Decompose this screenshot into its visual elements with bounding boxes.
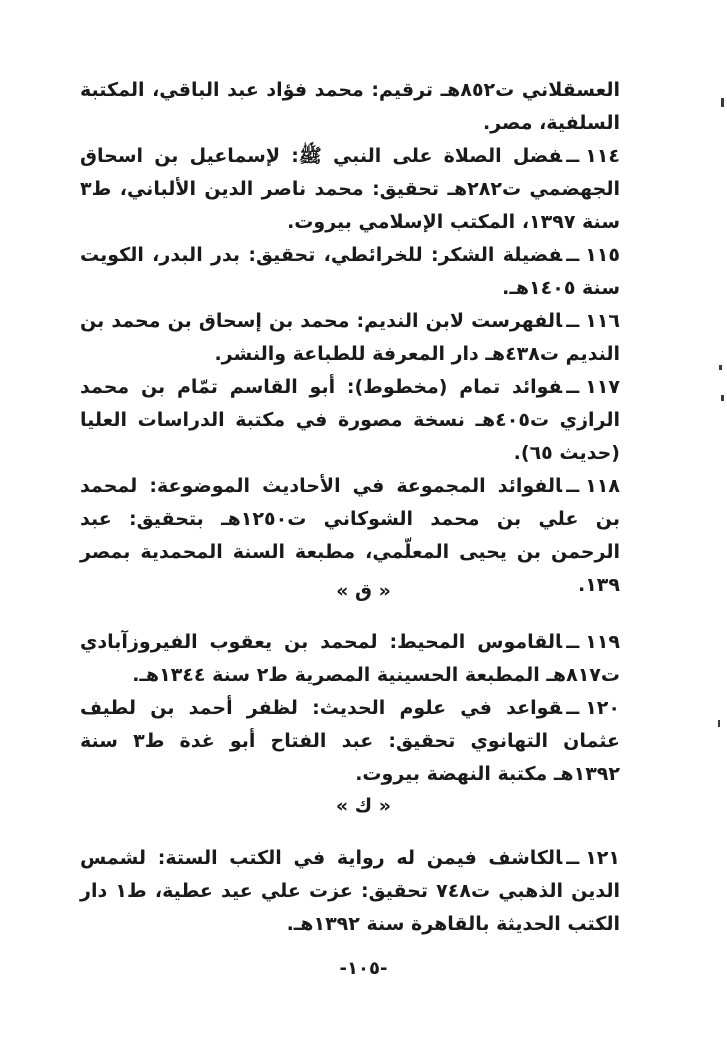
entry-number: ١١٩ bbox=[585, 631, 620, 653]
entry-text: فضل الصلاة على النبي ﷺ: لإسماعيل بن اسحاق الجهضمي ت٢٨٢هـ تحقيق: محمد ناصر الدين الألباني، ط٣ سنة ١٣٩٧، المكتب الإسلامي بيروت. bbox=[80, 145, 620, 233]
entry-number: ١٢٠ bbox=[585, 697, 620, 719]
references-block-1 bbox=[80, 74, 620, 602]
entry-text: الفوائد المجموعة في الأحاديث الموضوعة: لمحمد بن علي بن محمد الشوكاني ت١٢٥٠هـ بتحقيق: عبد الرحمن بن يحيى المعلّمي، مطبعة السنة المحمدية بمصر ١٣٩. bbox=[80, 475, 620, 596]
scan-edge-mark bbox=[718, 720, 720, 727]
entry-number: ١١٤ bbox=[585, 145, 620, 167]
continued-entry bbox=[80, 74, 620, 140]
entry-number: ١١٨ bbox=[585, 475, 620, 497]
entry-text: قواعد في علوم الحديث: لظفر أحمد بن لطيف عثمان التهانوي تحقيق: عبد الفتاح أبو غدة ط٣ سنة ١٣٩٢هـ مكتبة النهضة بيروت. bbox=[80, 697, 620, 785]
section-heading-qaf: « ق » bbox=[336, 580, 391, 602]
reference-entry-118: ١١٨ــالفوائد المجموعة في الأحاديث الموضوعة: لمحمد بن علي بن محمد الشوكاني ت١٢٥٠هـ بتحقيق: عبد الرحمن بن يحيى المعلّمي، مطبعة السنة المحمدية بمصر ١٣٩. bbox=[80, 475, 620, 596]
reference-entry-119: ١١٩ــالقاموس المحيط: لمحمد بن يعقوب الفيروزآبادي ت٨١٧هـ المطبعة الحسينية المصرية ط٢ سنة ١٣٤٤هـ. bbox=[80, 631, 620, 686]
scan-edge-mark bbox=[719, 365, 722, 370]
reference-entry-121: ١٢١ــالكاشف فيمن له رواية في الكتب الستة: لشمس الدين الذهبي ت٧٤٨ تحقيق: عزت علي عيد عطية، ط١ دار الكتب الحديثة بالقاهرة سنة ١٣٩٢هـ. bbox=[80, 847, 620, 935]
entry-text: الكاشف فيمن له رواية في الكتب الستة: لشمس الدين الذهبي ت٧٤٨ تحقيق: عزت علي عيد عطية، ط١ دار الكتب الحديثة بالقاهرة سنة ١٣٩٢هـ. bbox=[80, 847, 620, 935]
entry-text: الفهرست لابن النديم: محمد بن إسحاق بن محمد بن النديم ت٤٣٨هـ دار المعرفة للطباعة والنشر. bbox=[80, 310, 620, 365]
section-heading-kaf: « ك » bbox=[335, 795, 392, 817]
references-block-3 bbox=[80, 842, 620, 941]
scan-edge-mark bbox=[721, 98, 724, 107]
entry-number: ١١٦ bbox=[585, 310, 620, 332]
page-number: -١٠٥- bbox=[339, 958, 388, 979]
reference-entry-117: ١١٧ــفوائد تمام (مخطوط): أبو القاسم تمّام بن محمد الرازي ت٤٠٥هـ نسخة مصورة في مكتبة الدراسات العليا (حديث ٦٥). bbox=[80, 376, 620, 464]
entry-text: فوائد تمام (مخطوط): أبو القاسم تمّام بن محمد الرازي ت٤٠٥هـ نسخة مصورة في مكتبة الدراسات العليا (حديث ٦٥). bbox=[80, 376, 620, 464]
scan-edge-mark bbox=[721, 395, 724, 401]
references-block-2 bbox=[80, 626, 620, 791]
entry-number: ١١٧ bbox=[585, 376, 620, 398]
continued-entry-text: العسقلاني ت٨٥٢هـ ترقيم: محمد فؤاد عبد الباقي، المكتبة السلفية، مصر. bbox=[80, 79, 621, 134]
reference-entry-116: ١١٦ــالفهرست لابن النديم: محمد بن إسحاق بن محمد بن النديم ت٤٣٨هـ دار المعرفة للطباعة والنشر. bbox=[80, 310, 620, 365]
reference-entry-114: ١١٤ــفضل الصلاة على النبي ﷺ: لإسماعيل بن اسحاق الجهضمي ت٢٨٢هـ تحقيق: محمد ناصر الدين الألباني، ط٣ سنة ١٣٩٧، المكتب الإسلامي بيروت. bbox=[80, 145, 620, 233]
entry-text: فضيلة الشكر: للخرائطي، تحقيق: بدر البدر، الكويت سنة ١٤٠٥هـ. bbox=[80, 244, 620, 299]
reference-entry-115: ١١٥ــفضيلة الشكر: للخرائطي، تحقيق: بدر البدر، الكويت سنة ١٤٠٥هـ. bbox=[80, 244, 620, 299]
reference-entry-120: ١٢٠ــقواعد في علوم الحديث: لظفر أحمد بن لطيف عثمان التهانوي تحقيق: عبد الفتاح أبو غدة ط٣ سنة ١٣٩٢هـ مكتبة النهضة بيروت. bbox=[80, 697, 620, 785]
entry-number: ١٢١ bbox=[585, 847, 620, 869]
entry-number: ١١٥ bbox=[585, 244, 620, 266]
entry-text: القاموس المحيط: لمحمد بن يعقوب الفيروزآبادي ت٨١٧هـ المطبعة الحسينية المصرية ط٢ سنة ١٣٤٤هـ. bbox=[80, 631, 620, 686]
